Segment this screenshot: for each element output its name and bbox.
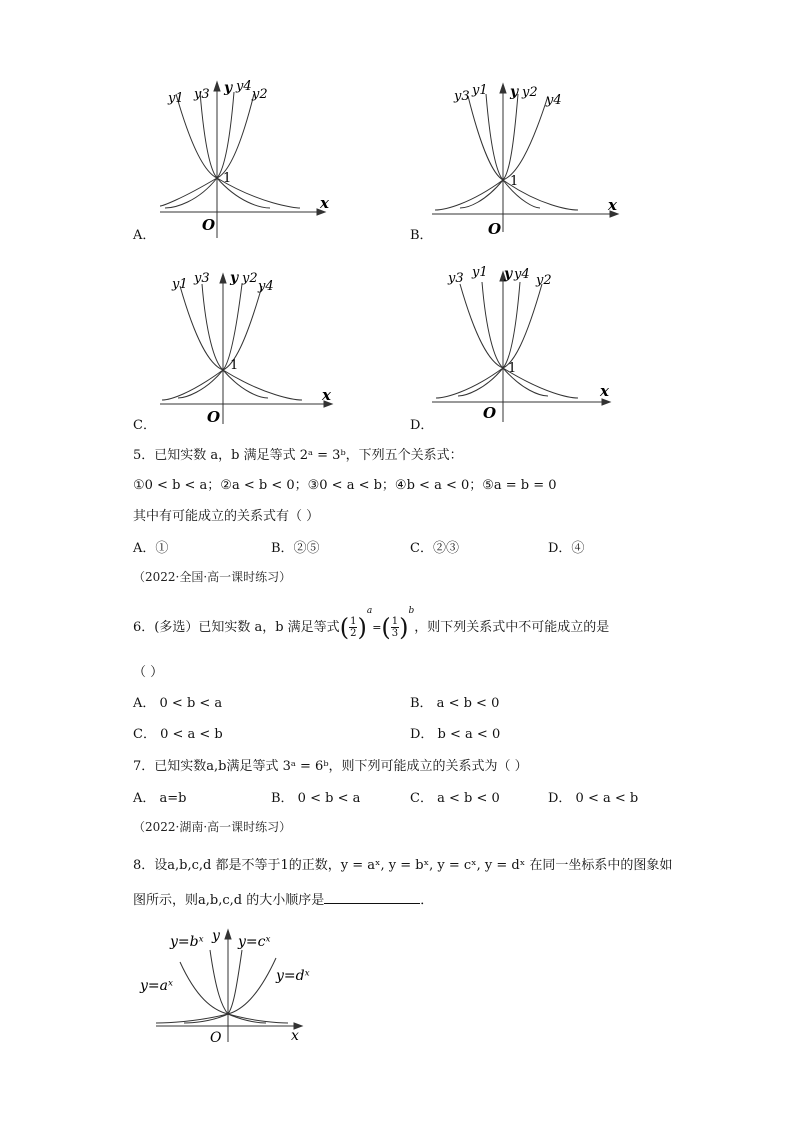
label-y1: y1 bbox=[172, 277, 188, 292]
label-origin: O bbox=[483, 404, 497, 422]
label-y1: y1 bbox=[168, 91, 184, 106]
q8-stem2-post: ． bbox=[420, 893, 434, 908]
q6-option-d: D． b < a < 0 bbox=[410, 727, 501, 742]
q5-relations: ①0 < b < a；②a < b < 0；③0 < a < b；④b < a < 0；⑤a = b = 0 bbox=[133, 478, 557, 493]
q8-stem-line2 bbox=[133, 889, 433, 908]
y-arrow-icon bbox=[220, 274, 226, 283]
graph-a bbox=[150, 70, 350, 240]
label-x: x bbox=[608, 196, 617, 214]
label-y4: y4 bbox=[236, 79, 252, 94]
label-y2: y2 bbox=[536, 273, 552, 288]
label-y4: y4 bbox=[546, 93, 562, 108]
curve-b bbox=[210, 950, 266, 1023]
option-c-label: C． bbox=[133, 418, 156, 433]
label-x: x bbox=[322, 386, 331, 404]
q5-option-b: B．②⑤ bbox=[271, 541, 320, 556]
label-y: y bbox=[224, 80, 233, 96]
option-b-label: B． bbox=[410, 228, 433, 243]
q6-paren: （ ） bbox=[133, 665, 164, 680]
q5-stem: 5．已知实数 a，b 满足等式 2ᵃ = 3ᵇ，下列五个关系式： bbox=[133, 448, 463, 463]
y-arrow-icon bbox=[214, 82, 220, 91]
q6-option-c: C． 0 < a < b bbox=[133, 727, 223, 742]
curve-y3 bbox=[460, 284, 578, 398]
label-origin: O bbox=[207, 408, 221, 426]
curve-y1 bbox=[486, 94, 540, 208]
label-x: x bbox=[291, 1028, 299, 1044]
label-y3: y3 bbox=[194, 271, 210, 286]
label-origin: O bbox=[202, 216, 216, 234]
label-x: x bbox=[600, 382, 609, 400]
label-y3: y3 bbox=[194, 87, 210, 102]
label-y: y bbox=[510, 84, 519, 100]
q6-frac2 bbox=[391, 616, 399, 639]
curve-d bbox=[156, 958, 276, 1023]
label-dx: y=dˣ bbox=[276, 968, 310, 984]
label-y: y bbox=[230, 270, 239, 286]
q7-option-c: C． a < b < 0 bbox=[410, 791, 500, 806]
label-origin: O bbox=[210, 1030, 222, 1046]
y-arrow-icon bbox=[225, 930, 231, 939]
q5-ask: 其中有可能成立的关系式有（ ） bbox=[133, 509, 320, 524]
label-one: 1 bbox=[508, 361, 517, 376]
curve-y4 bbox=[435, 96, 548, 210]
answer-blank[interactable] bbox=[324, 891, 420, 904]
label-y1: y1 bbox=[472, 83, 488, 98]
curve-y1 bbox=[180, 286, 302, 400]
q6-stem: 6．(多选）已知实数 a，b 满足等式( $\frac{1}{2})^a=$( $\frac{1}{3})^b$，则下列关系式中不可能成立的是 bbox=[133, 606, 610, 642]
label-y: y bbox=[212, 928, 220, 944]
label-y2: y2 bbox=[522, 85, 538, 100]
label-origin: O bbox=[488, 220, 502, 238]
graph-b bbox=[430, 72, 630, 242]
q6-stem-pre: 6．(多选）已知实数 a，b 满足等式 bbox=[133, 620, 340, 635]
curve-y2 bbox=[460, 94, 518, 208]
q7-option-d: D． 0 < a < b bbox=[548, 791, 639, 806]
label-y1: y1 bbox=[472, 265, 488, 280]
q5-option-c: C．②③ bbox=[410, 541, 459, 556]
curve-y3 bbox=[468, 96, 578, 210]
y-arrow-icon bbox=[500, 84, 506, 93]
curve-y4 bbox=[165, 92, 234, 208]
curve-y3 bbox=[200, 92, 270, 208]
frac1-den: 2 bbox=[350, 628, 357, 639]
frac2-den: 3 bbox=[391, 628, 399, 639]
label-y4: y4 bbox=[514, 267, 530, 282]
q6-option-a: A． 0 < b < a bbox=[133, 696, 223, 711]
label-one: 1 bbox=[510, 174, 519, 189]
q7-stem: 7．已知实数a,b满足等式 3ᵃ = 6ᵇ，则下列可能成立的关系式为（ ） bbox=[133, 759, 528, 774]
label-one: 1 bbox=[223, 171, 232, 186]
q8-stem2-pre: 图所示，则a,b,c,d 的大小顺序是 bbox=[133, 893, 325, 908]
graph-c bbox=[150, 262, 350, 432]
label-y4: y4 bbox=[258, 279, 274, 294]
option-a-label: A． bbox=[133, 228, 156, 243]
q6-exp2: b bbox=[408, 606, 415, 616]
frac2-num: 1 bbox=[391, 616, 399, 627]
q6-eq: = bbox=[372, 621, 382, 634]
q5-option-d: D．④ bbox=[548, 541, 585, 556]
curve-a bbox=[180, 962, 288, 1023]
label-y2: y2 bbox=[242, 271, 258, 286]
q8-stem-line1: 8．设a,b,c,d 都是不等于1的正数，y = aˣ, y = bˣ, y = cˣ, y = dˣ 在同一坐标系中的图象如 bbox=[133, 858, 673, 873]
q6-exp1: a bbox=[366, 606, 373, 616]
label-y: y bbox=[504, 266, 513, 282]
q6-option-b: B． a < b < 0 bbox=[410, 696, 500, 711]
q7-option-a: A． a=b bbox=[133, 791, 187, 806]
q8-graph bbox=[136, 922, 316, 1047]
label-x: x bbox=[320, 194, 329, 212]
q7-source: （2022·湖南·高一课时练习） bbox=[133, 820, 292, 834]
frac1-num: 1 bbox=[350, 616, 357, 627]
option-d-label: D． bbox=[410, 418, 434, 433]
label-y2: y2 bbox=[252, 87, 268, 102]
label-bx: y=bˣ bbox=[170, 934, 204, 950]
q7-option-b: B． 0 < b < a bbox=[271, 791, 361, 806]
q5-source: （2022·全国·高一课时练习） bbox=[133, 570, 292, 584]
label-ax: y=aˣ bbox=[140, 978, 173, 994]
graph-d bbox=[430, 260, 630, 430]
label-cx: y=cˣ bbox=[238, 934, 271, 950]
label-y3: y3 bbox=[454, 89, 470, 104]
label-y3: y3 bbox=[448, 271, 464, 286]
curve-y4 bbox=[458, 282, 520, 396]
q6-stem-post: ，则下列关系式中不可能成立的是 bbox=[414, 620, 610, 635]
label-one: 1 bbox=[230, 358, 239, 373]
q5-option-a: A．① bbox=[133, 541, 169, 556]
